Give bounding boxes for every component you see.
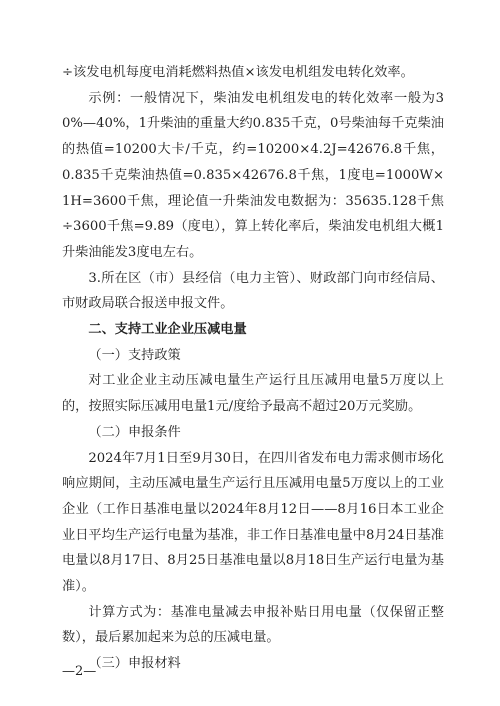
section-heading-2: 二、支持工业企业压减电量 [88,322,247,338]
paragraph-formula-tail: ÷该发电机每度电消耗燃料热值×该发电机组发电转化效率。 [62,65,414,80]
document-body [62,60,444,677]
subheading-materials: （三）申报材料 [88,656,181,672]
paragraph-calculation: 计算方式为：基准电量减去申报补贴日用电量（仅保留正整数），最后累加起来为总的压减电量。 [62,604,444,646]
paragraph-support-policy: 对工业企业主动压减电量生产运行且压减用电量5万度以上的，按照实际压减用电量1元/度给予最高不超过20万元奖励。 [62,373,444,415]
paragraph-submission: 3.所在区（市）县经信（电力主管）、财政部门向市经信局、市财政局联合报送申报文件。 [62,270,444,312]
paragraph-conditions: 2024年7月1日至9月30日，在四川省发布电力需求侧市场化响应期间，主动压减电量生产运行且压减用电量5万度以上的工业企业（工作日基准电量以2024年8月12日——8月16日本工业企业日平均生产运行电量为基准，非工作日基准电量中8月24日基准电量以8月17日、8月25日基准电量以8月18日生产运行电量为基准）。 [62,450,444,595]
subheading-conditions: （二）申报条件 [88,424,181,440]
subheading-support-policy: （一）支持政策 [88,347,181,363]
page-number: —2— [62,664,97,679]
paragraph-example: 示例：一般情况下，柴油发电机组发电的转化效率一般为30%—40%，1升柴油的重量大约0.835千克，0号柴油每千克柴油的热值=10200大卡/千克，约=10200×4.2J=42676.8千焦，0.835千克柴油热值=0.835×42676.8千焦，1度电=1000W×1H=3600千焦，理论值一升柴油发电数据为：35635.128千焦÷3600千焦=9.89（度电），算上转化率后，柴油发电机组大概1升柴油能发3度电左右。 [62,90,444,260]
